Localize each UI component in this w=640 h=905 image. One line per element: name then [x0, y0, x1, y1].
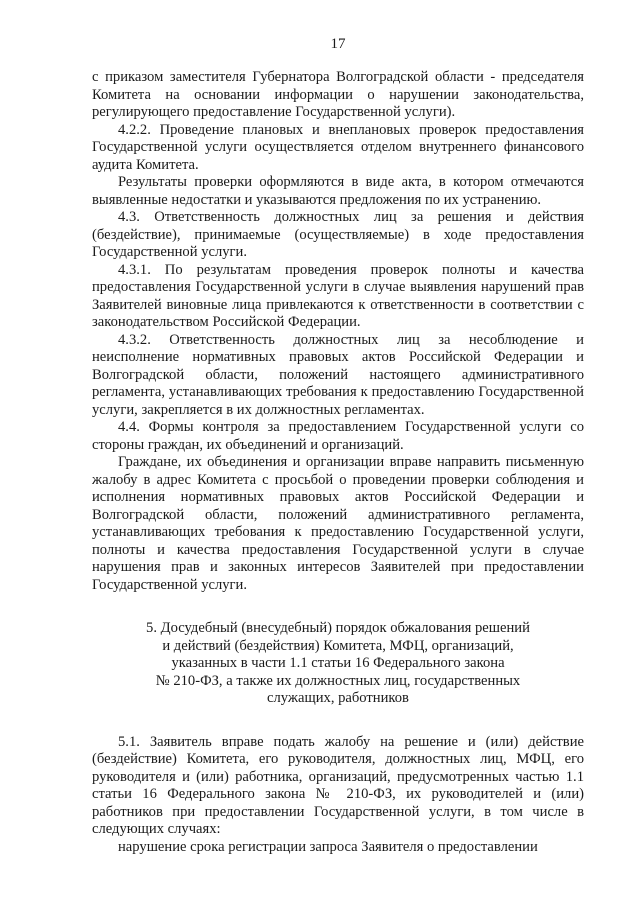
paragraph: 5.1. Заявитель вправе подать жалобу на решение и (или) действие (бездействие) Комитета, его руководителя, должностных лиц, МФЦ, его руководителя и (или) работника, организаций, предусмотренных частью 1.1 статьи 16 Федерального закона № 210-ФЗ, их руководителей и (или) работников при предоставлении Государственной услуги, в том числе в следующих случаях: [92, 733, 584, 837]
body-text-top [92, 69, 584, 594]
paragraph: нарушение срока регистрации запроса Заявителя о предоставлении [118, 838, 538, 855]
paragraph: Граждане, их объединения и организации вправе направить письменную жалобу в адрес Комитета с просьбой о проведении проверки соблюдения и исполнения нормативных правовых актов Российской Федерации и Волгоградской области, положений административного регламента, устанавливающих требования к предоставлению Государственной услуги, полноты и качества предоставления Государственной услуги в случае нарушения прав и законных интересов Заявителей при предоставлении Государственной услуги. [92, 454, 584, 593]
paragraph: 4.4. Формы контроля за предоставлением Государственной услуги со стороны граждан, их объединений и организаций. [92, 419, 584, 453]
heading-line: 5. Досудебный (внесудебный) порядок обжалования решений [146, 620, 530, 636]
heading-line: № 210-ФЗ, а также их должностных лиц, государственных [155, 672, 521, 689]
paragraph: Результаты проверки оформляются в виде акта, в котором отмечаются выявленные недостатки и указываются предложения по их устранению. [92, 174, 584, 208]
page-number: 17 [330, 36, 346, 52]
body-text-bottom [92, 734, 584, 857]
paragraph: 4.3.2. Ответственность должностных лиц за несоблюдение и неисполнение нормативных правовых актов Российской Федерации и Волгоградской области, положений настоящего административного регламента, устанавливающих требования к предоставлению Государственной услуги, закрепляется в их должностных регламентах. [92, 331, 584, 418]
paragraph: с приказом заместителя Губернатора Волгоградской области - председателя Комитета на основании информации о нарушении законодательства, регулирующего предоставление Государственной услуги). [92, 69, 584, 120]
heading-line: указанных в части 1.1 статьи 16 Федерального закона [171, 655, 505, 671]
heading-line: служащих, работников [267, 690, 409, 706]
section-heading [92, 620, 584, 708]
paragraph: 4.3. Ответственность должностных лиц за решения и действия (бездействие), принимаемые (осуществляемые) в ходе предоставления Государственной услуги. [92, 209, 584, 260]
heading-line: и действий (бездействия) Комитета, МФЦ, организаций, [162, 637, 514, 654]
paragraph: 4.2.2. Проведение плановых и внеплановых проверок предоставления Государственной услуги осуществляется отделом внутреннего финансового аудита Комитета. [92, 121, 584, 173]
paragraph: 4.3.1. По результатам проведения проверок полноты и качества предоставления Государственной услуги в случае выявления нарушений прав Заявителей виновные лица привлекаются к ответственности в соответствии с законодательством Российской Федерации. [92, 261, 584, 330]
